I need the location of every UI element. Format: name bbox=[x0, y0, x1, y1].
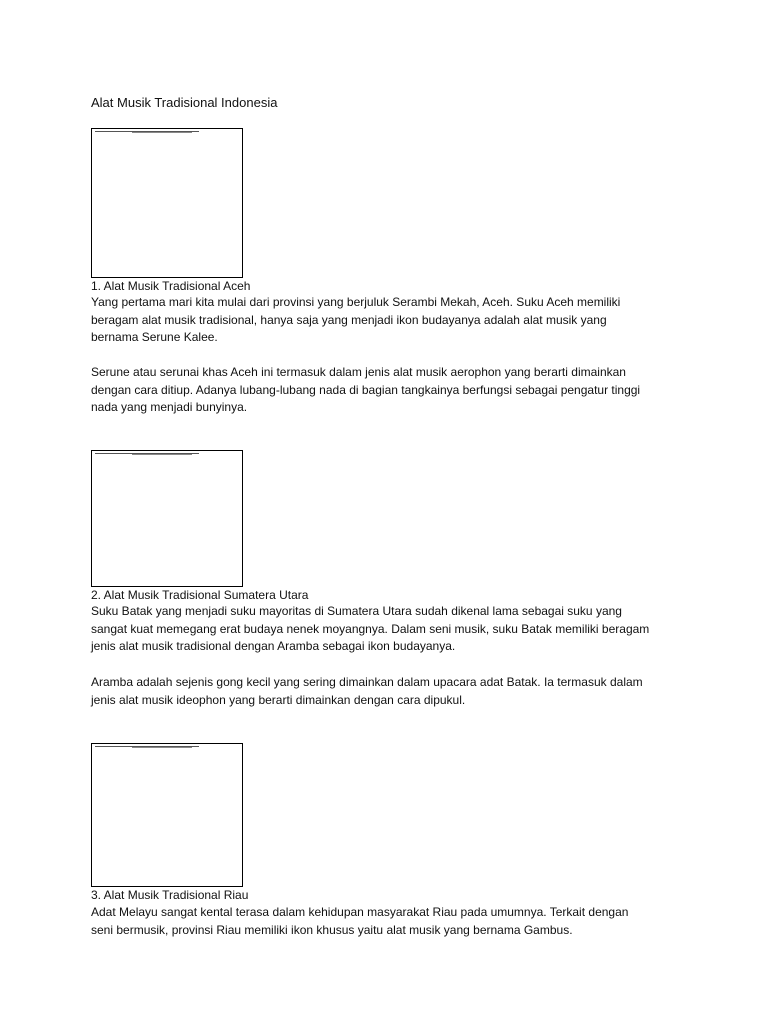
image-caption-line bbox=[132, 132, 192, 134]
section-heading-riau: 3. Alat Musik Tradisional Riau bbox=[91, 888, 249, 902]
paragraph-line: jenis alat musik tradisional dengan Aramba sebagai ikon budayanya. bbox=[91, 639, 456, 653]
paragraph bbox=[91, 904, 681, 939]
paragraph-line: seni bermusik, provinsi Riau memiliki ikon khusus yaitu alat musik yang bernama Gambus. bbox=[91, 922, 573, 937]
paragraph-line: Yang pertama mari kita mulai dari provinsi yang berjuluk Serambi Mekah, Aceh. Suku Aceh memiliki bbox=[91, 295, 621, 309]
paragraph bbox=[91, 603, 681, 656]
image-placeholder-icon bbox=[91, 128, 243, 278]
section-heading-aceh: 1. Alat Musik Tradisional Aceh bbox=[91, 279, 251, 293]
paragraph-line: Serune atau serunai khas Aceh ini termasuk dalam jenis alat musik aerophon yang berarti dimainkan bbox=[91, 365, 626, 379]
section-heading-sumatera-utara: 2. Alat Musik Tradisional Sumatera Utara bbox=[91, 588, 309, 602]
paragraph-line: Aramba adalah sejenis gong kecil yang sering dimainkan dalam upacara adat Batak. Ia termasuk dalam bbox=[91, 675, 643, 689]
paragraph bbox=[91, 294, 681, 347]
paragraph bbox=[91, 674, 681, 709]
image-caption-line bbox=[132, 454, 192, 456]
paragraph-line: Suku Batak yang menjadi suku mayoritas di Sumatera Utara sudah dikenal lama sebagai suku yang bbox=[91, 604, 622, 618]
paragraph-line: Adat Melayu sangat kental terasa dalam kehidupan masyarakat Riau pada umumnya. Terkait dengan bbox=[91, 905, 629, 919]
paragraph-line: dengan cara ditiup. Adanya lubang-lubang nada di bagian tangkainya berfungsi sebagai pengatur tinggi bbox=[91, 382, 641, 397]
image-placeholder-icon bbox=[91, 743, 243, 887]
paragraph-line: bernama Serune Kalee. bbox=[91, 330, 218, 344]
paragraph-line: sangat kuat memegang erat budaya nenek moyangnya. Dalam seni musik, suku Batak memiliki beragam bbox=[91, 621, 650, 636]
image-placeholder-icon bbox=[91, 450, 243, 587]
paragraph-line: jenis alat musik ideophon yang berarti dimainkan dengan cara dipukul. bbox=[91, 692, 466, 707]
paragraph bbox=[91, 364, 681, 417]
paragraph-line: nada yang menjadi bunyinya. bbox=[91, 400, 248, 414]
paragraph-line: beragam alat musik tradisional, hanya saja yang menjadi ikon budayanya adalah alat musik yang bbox=[91, 312, 607, 327]
image-caption-line bbox=[132, 747, 192, 749]
document-title: Alat Musik Tradisional Indonesia bbox=[91, 95, 278, 110]
